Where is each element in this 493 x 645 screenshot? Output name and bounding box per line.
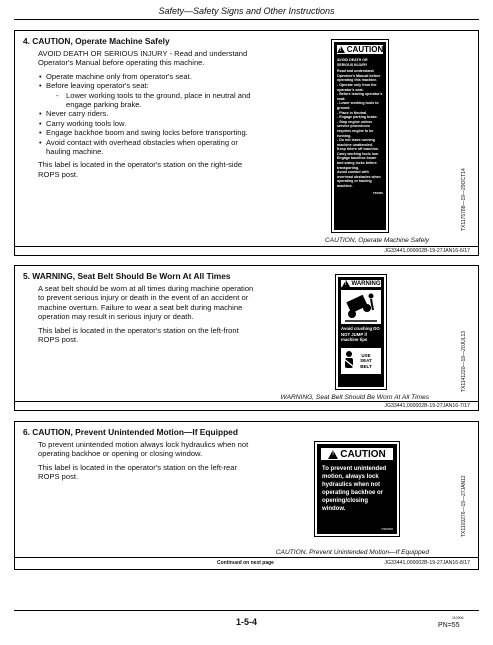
seat-belt-panel <box>341 348 381 374</box>
seat-belt-icon <box>341 350 357 372</box>
sub-list-item: - Lower working tools to the ground, place in neutral and engage parking brake. <box>56 91 253 110</box>
section-4-intro: AVOID DEATH OR SERIOUS INJURY - Read and understand Operator's Manual before operating this machine. <box>38 49 248 68</box>
label-line: Engage backhoe boom and swing locks before transporting. <box>337 156 377 170</box>
tipping-machine-icon <box>341 290 381 324</box>
warning-label-image <box>335 274 387 390</box>
section-4-caption: CAUTION, Operate Machine Safely <box>324 237 429 244</box>
page-number: 1-5-4 <box>235 617 257 627</box>
section-6-caption: CAUTION, Prevent Unintended Motion—If Equipped <box>275 549 429 556</box>
label-caution-heading: ! CAUTION <box>336 44 384 55</box>
list-item: • Operate machine only from operator's seat. <box>38 72 253 81</box>
section-4-side-code: TX1175788—19—29OCT14 <box>461 168 467 231</box>
section-4-bullets <box>38 72 253 157</box>
label-line: - Stop engine unless service procedures requires engine to be running. <box>337 119 374 138</box>
section-5-para: A seat belt should be worn at all times during machine operation to prevent serious injury or death in the event of an accident or machine overturn. Failure to wear a seat belt during machine operation may result in serious injury or death. <box>38 284 254 322</box>
warning-triangle-icon <box>328 450 338 459</box>
warning-triangle-icon <box>337 46 345 53</box>
label-line: - Place in Neutral. <box>337 110 368 115</box>
header-title: Safety—Safety Signs and Other Instructions <box>158 6 335 16</box>
pn-number: PN=55 <box>438 622 460 629</box>
label-line: Carry working tools low. <box>337 151 379 156</box>
label-part-number: T300000 <box>381 527 393 531</box>
section-6-heading: 6. CAUTION, Prevent Unintended Motion—If Equipped <box>23 427 238 437</box>
section-5-heading: 5. WARNING, Seat Belt Should Be Worn At All Times <box>23 271 231 281</box>
section-4-rule <box>15 246 478 247</box>
label-line: - Lower working tools to ground. <box>337 101 379 110</box>
section-5-side-code: TX1141220—19—20JUL13 <box>461 330 467 392</box>
caution-label-image <box>331 39 389 233</box>
label-line: Read and understand Operator's Manual before operating this machine. <box>337 69 381 83</box>
label-line: - Engage parking brake. <box>337 115 378 120</box>
section-6-side-code: TX1103276—19—27JAN12 <box>461 475 467 537</box>
label-unintended-text: To prevent unintended motion, always lock hydraulics when not operating backhoe or opening/closing window. <box>322 466 387 512</box>
section-5-caption: WARNING, Seat Belt Should Be Worn At All Times <box>280 394 429 401</box>
section-5 <box>14 265 479 411</box>
section-5-code: JG33441,000002B-19-27JAN16-7/17 <box>384 403 470 409</box>
label-caution-heading: ! CAUTION <box>320 447 394 461</box>
label-line: Keep riders off machine. <box>337 147 379 152</box>
label-black-panel <box>334 42 386 230</box>
section-6 <box>14 421 479 570</box>
label-avoid-text: Avoid crushing DO NOT JUMP if machine tips <box>341 326 380 343</box>
section-5-body <box>38 284 260 348</box>
warning-triangle-icon <box>342 280 350 287</box>
label-text-block <box>334 57 386 196</box>
footer-small-code: 110906 <box>452 616 464 620</box>
label-black-panel <box>317 444 397 534</box>
list-item: • Never carry riders. <box>38 109 253 118</box>
section-6-para: To prevent unintended motion always lock hydraulics when not operating backhoe or opening or closing window. <box>38 440 249 459</box>
section-4-location: This label is located in the operator's station on the right-side ROPS post. <box>38 160 243 179</box>
label-line: - Operate only from the operator's seat. <box>337 82 377 92</box>
label-black-panel <box>338 277 384 387</box>
section-6-code: JG33441,000002B-19-27JAN16-8/17 <box>384 560 470 566</box>
section-4-body <box>38 49 253 183</box>
label-warning-heading: ! WARNING <box>340 279 382 288</box>
section-6-rule <box>15 557 478 558</box>
label-line: - Do not leave running machine unattended. <box>337 138 375 147</box>
label-line: Avoid contact with overhead obstacles when operating or hauling machine. <box>337 170 381 189</box>
section-4-heading: 4. CAUTION, Operate Machine Safely <box>23 36 170 46</box>
list-item: • Avoid contact with overhead obstacles when operating or hauling machine. <box>38 138 253 157</box>
section-6-body <box>38 440 260 486</box>
header-rule <box>14 19 479 20</box>
footer-rule <box>14 610 479 611</box>
continued-note: Continued on next page <box>217 560 274 566</box>
label-part-number: T30000 <box>372 190 383 195</box>
label-line: - Before leaving operator's seat: <box>337 92 383 101</box>
section-5-rule <box>15 401 478 402</box>
list-item: • Carry working tools low. <box>38 119 253 128</box>
section-4 <box>14 30 479 256</box>
caution-unintended-motion-label <box>314 441 400 537</box>
list-item: • Before leaving operator's seat: - Lower working tools to the ground, place in neutral and engage parking brake. <box>38 81 253 109</box>
label-line: AVOID DEATH OR SERIOUS INJURY <box>337 58 368 67</box>
section-5-location: This label is located in the operator's station on the left-front ROPS post. <box>38 325 239 345</box>
list-item: • Engage backhoe boom and swing locks before transporting. <box>38 128 253 137</box>
section-4-code: JG33441,000002B-19-27JAN16-6/17 <box>384 248 470 254</box>
section-6-location: This label is located in the operator's station on the left-rear ROPS post. <box>38 462 237 482</box>
label-use-seat-belt: USE SEAT BELT <box>360 352 372 369</box>
